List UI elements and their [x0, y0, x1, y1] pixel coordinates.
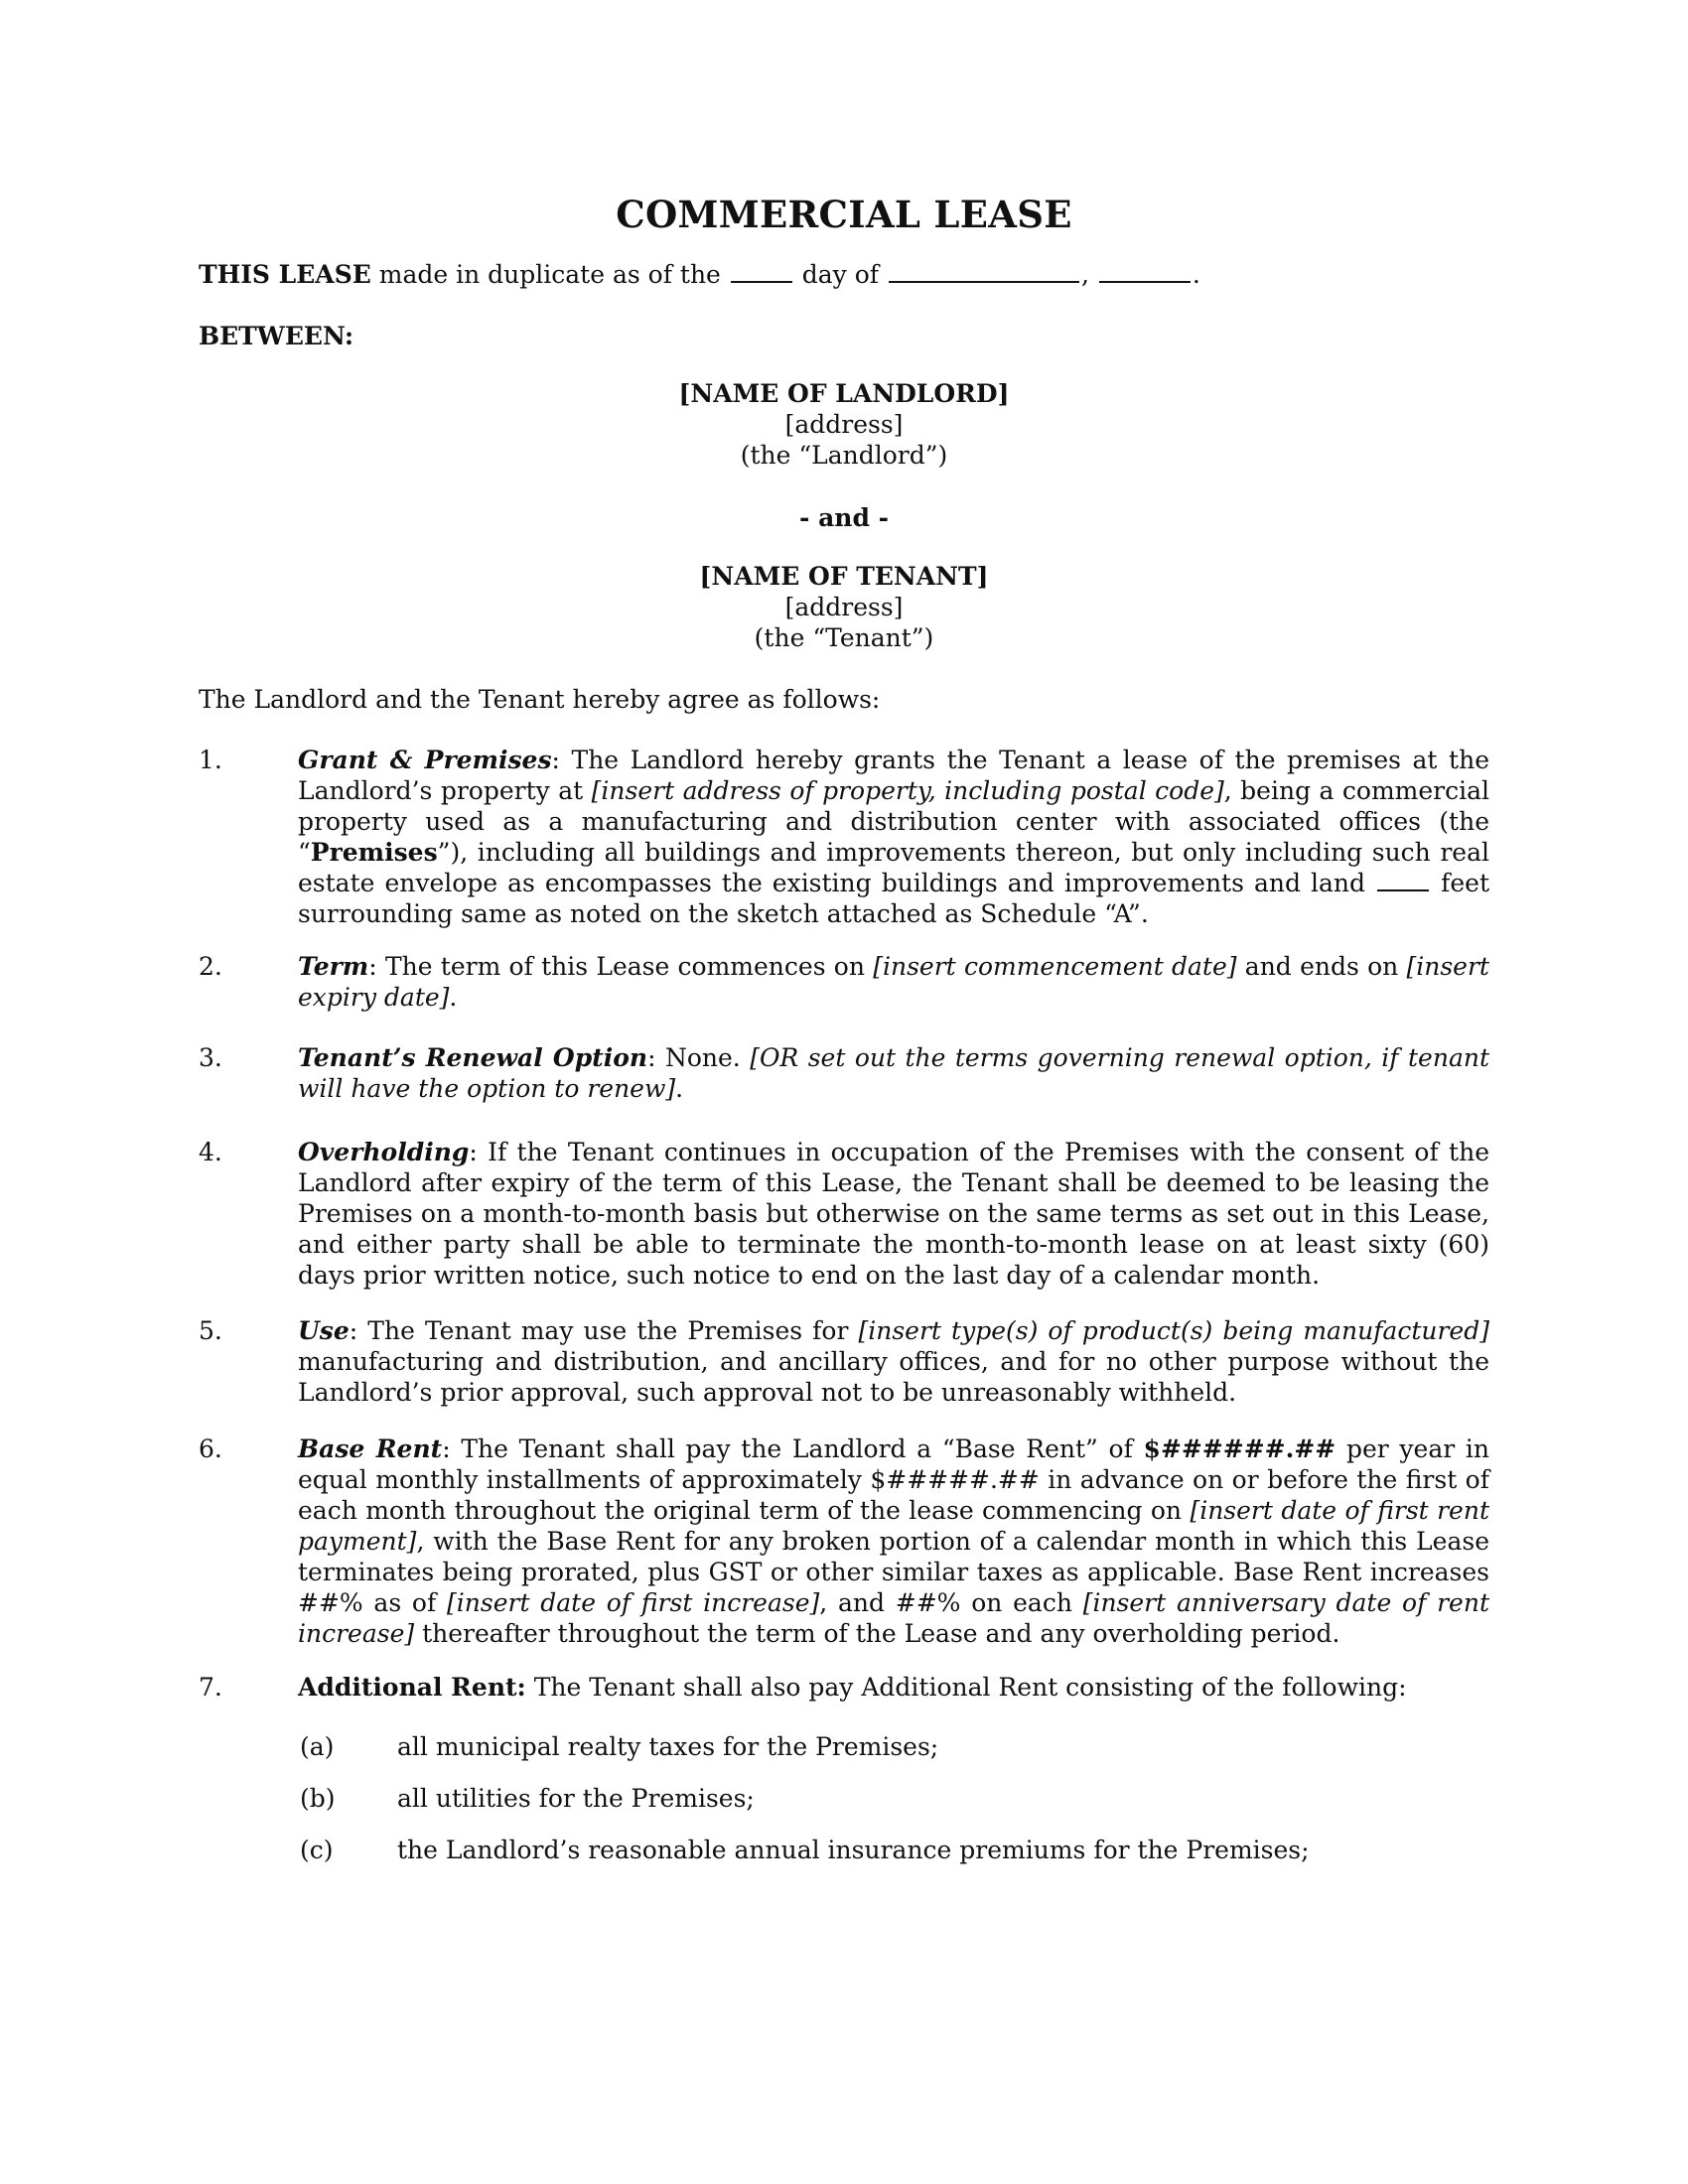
and-separator: - and - [798, 503, 889, 532]
clause-number: 7. [199, 1673, 222, 1702]
subitem-number: (c) [300, 1836, 334, 1864]
clause-text: feet surrounding same as noted on the sketch attached as Schedule “A”. [298, 869, 1489, 928]
month-blank [889, 259, 1079, 283]
clause-body [298, 745, 1489, 929]
landlord-address: [address] [784, 410, 904, 439]
clause-body [298, 951, 1489, 1013]
clause-text: : The term of this Lease commences on [368, 952, 874, 981]
clause-number: 1. [199, 746, 222, 774]
agreement-statement: The Landlord and the Tenant hereby agree as follows: [199, 685, 881, 714]
tenant-address: [address] [784, 593, 904, 621]
clause-text: . [675, 1074, 684, 1103]
clause-1 [199, 745, 1489, 929]
intro-text: , [1080, 260, 1097, 289]
subitem-c [300, 1835, 1491, 1865]
clause-text: ”), including all buildings and improvements thereon, but only including such real estate envelope as encompasses the existing buildings and improvements and land [298, 838, 1489, 897]
clause-placeholder: [insert expiry date] [298, 952, 1489, 1012]
landlord-block [0, 378, 1688, 471]
clause-placeholder: [OR set out the terms governing renewal option, if tenant will have the option to renew] [298, 1043, 1489, 1103]
clause-heading: Use [298, 1316, 350, 1345]
clause-heading: Grant & Premises [298, 746, 552, 774]
clause-placeholder: [insert commencement date] [873, 952, 1237, 981]
defined-term: Premises [310, 838, 438, 867]
subitem-text: all municipal realty taxes for the Premises; [397, 1732, 939, 1761]
subitem-text: the Landlord’s reasonable annual insurance premiums for the Premises; [397, 1836, 1310, 1864]
subitem-number: (b) [300, 1784, 336, 1813]
clause-body [298, 1042, 1489, 1104]
clause-number: 2. [199, 952, 222, 981]
clause-4 [199, 1137, 1489, 1291]
clause-number: 3. [199, 1043, 222, 1072]
clause-text: : The Landlord hereby grants the Tenant a lease of the premises at the Landlord’s property at [298, 746, 1489, 805]
clause-text: , with the Base Rent for any broken portion of a calendar month in which this Lease terminates being prorated, plus GST or other similar taxes as applicable. Base Rent increases ##% as of [298, 1527, 1489, 1617]
clause-text: per year in equal monthly installments of approximately $#####.## in advance on or before the first of each month throughout the original term of the lease commencing on [298, 1434, 1489, 1525]
clause-number: 4. [199, 1138, 222, 1166]
clause-body [298, 1433, 1489, 1649]
clause-placeholder: [insert anniversary date of rent increase] [298, 1588, 1489, 1648]
intro-text: made in duplicate as of the [370, 260, 729, 289]
clause-text: . [449, 983, 458, 1012]
landlord-role: (the “Landlord”) [740, 441, 948, 470]
clause-text: : None. [647, 1043, 751, 1072]
tenant-role: (the “Tenant”) [754, 623, 934, 652]
intro-text: . [1192, 260, 1200, 289]
clause-placeholder: [insert type(s) of product(s) being manufactured] [858, 1316, 1489, 1345]
clause-heading: Additional Rent: [298, 1673, 526, 1702]
tenant-name: [NAME OF TENANT] [699, 562, 989, 591]
clause-heading: Tenant’s Renewal Option [298, 1043, 648, 1072]
landlord-name: [NAME OF LANDLORD] [678, 379, 1010, 408]
intro-lead: THIS LEASE [199, 260, 371, 289]
clause-placeholder: [insert date of first rent payment] [298, 1496, 1489, 1556]
clause-body [298, 1315, 1489, 1408]
intro-text: day of [793, 260, 887, 289]
day-blank [731, 259, 792, 283]
subitem-a [300, 1731, 1491, 1762]
clause-body [298, 1137, 1489, 1291]
clause-text: , being a commercial property used as a manufacturing and distribution center with associated offices (the “ [298, 776, 1489, 867]
base-rent-amount: $######.## [1143, 1434, 1336, 1463]
document-title: COMMERCIAL LEASE [616, 193, 1072, 236]
clause-6 [199, 1433, 1489, 1649]
clause-text: The Tenant shall also pay Additional Rent consisting of the following: [525, 1673, 1407, 1702]
clause-heading: Overholding [298, 1138, 470, 1166]
year-blank [1099, 259, 1191, 283]
clause-placeholder: [insert date of first increase] [447, 1588, 820, 1617]
clause-text: and ends on [1236, 952, 1407, 981]
clause-number: 5. [199, 1316, 222, 1345]
clause-2 [199, 951, 1489, 1013]
clause-text: : The Tenant may use the Premises for [349, 1316, 859, 1345]
intro-line [199, 259, 1489, 290]
tenant-block [0, 561, 1688, 653]
clause-heading: Term [298, 952, 369, 981]
clause-5 [199, 1315, 1489, 1408]
clause-placeholder: [insert address of property, including postal code] [591, 776, 1224, 805]
subitem-b [300, 1783, 1491, 1814]
clause-text: : The Tenant shall pay the Landlord a “Base Rent” of [442, 1434, 1144, 1463]
subitem-text: all utilities for the Premises; [397, 1784, 755, 1813]
clause-body [298, 1672, 1489, 1703]
clause-text: manufacturing and distribution, and ancillary offices, and for no other purpose without the Landlord’s prior approval, such approval not to be unreasonably withheld. [298, 1347, 1489, 1407]
feet-blank [1377, 868, 1429, 891]
clause-text: thereafter throughout the term of the Lease and any overholding period. [414, 1619, 1340, 1648]
clause-heading: Base Rent [298, 1434, 443, 1463]
clause-number: 6. [199, 1434, 222, 1463]
between-label: BETWEEN: [199, 322, 354, 350]
clause-3 [199, 1042, 1489, 1104]
subitem-number: (a) [300, 1732, 335, 1761]
clause-text: , and ##% on each [819, 1588, 1083, 1617]
clause-7 [199, 1672, 1489, 1703]
clause-text: : If the Tenant continues in occupation of the Premises with the consent of the Landlord after expiry of the term of this Lease, the Tenant shall be deemed to be leasing the Premises on a month-to-month basis but otherwise on the same terms as set out in this Lease, and either party shall be able to terminate the month-to-month lease on at least sixty (60) days prior written notice, such notice to end on the last day of a calendar month. [298, 1138, 1489, 1290]
